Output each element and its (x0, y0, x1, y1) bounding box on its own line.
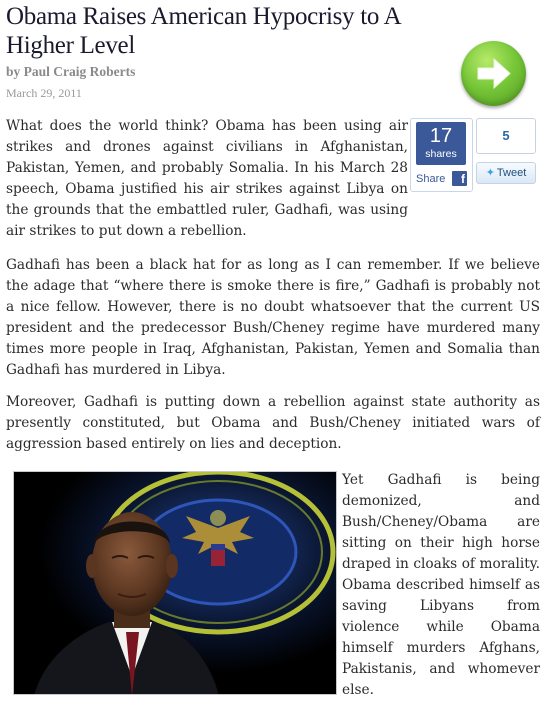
facebook-share-label: Share (416, 173, 446, 185)
publish-date: March 29, 2011 (6, 86, 82, 100)
tweet-widget[interactable] (476, 118, 536, 190)
article-title: Obama Raises American Hypocrisy to A Higher Level (6, 3, 400, 59)
article-paragraph: Yet Gadhafi is being demonized, and Bush/Cheney/Obama are sitting on their high horse draped in cloaks of morality. Obama described himself as saving Libyans from violence while Obama himself murders Afghans, Pakistanis, and whomever else. (342, 472, 540, 698)
article-paragraph: Moreover, Gadhafi is putting down a rebellion against state authority as presently constituted, but Obama and Bush/Cheney initiated wars of aggression based entirely on lies and deception. (6, 394, 540, 452)
twitter-bird-icon: ✦ (485, 167, 495, 179)
byline: by Paul Craig Roberts (6, 64, 136, 79)
presidential-seal-photo (14, 472, 337, 695)
facebook-icon: f (452, 171, 467, 186)
article-photo (13, 471, 337, 695)
arrow-right-icon (461, 41, 526, 106)
article-paragraph: What does the world think? Obama has been using air strikes and drones against civilians in Afghanistan, Pakistan, Yemen, and probably Somalia. In his March 28 speech, Obama justified his air strikes against Libya on the grounds that the embattled ruler, Gadhafi, was using air strikes to put down a rebellion. (6, 118, 408, 239)
next-article-button[interactable] (461, 41, 526, 106)
tweet-button[interactable]: ✦ Tweet (476, 162, 536, 184)
article-paragraph: Gadhafi has been a black hat for as long as I can remember. If we believe the adage that “where there is smoke there is fire,” Gadhafi is probably not a nice fellow. However, there is no doubt whatsoever that the current US president and the predecessor Bush/Cheney regime have murdered many times more people in Iraq, Afghanistan, Pakistan, Yemen and Somalia than Gadhafi has murdered in Libya. (6, 257, 540, 378)
facebook-share-count: 17 shares (416, 122, 466, 165)
facebook-share-button[interactable] (410, 118, 473, 192)
tweet-count: 5 (476, 118, 536, 154)
